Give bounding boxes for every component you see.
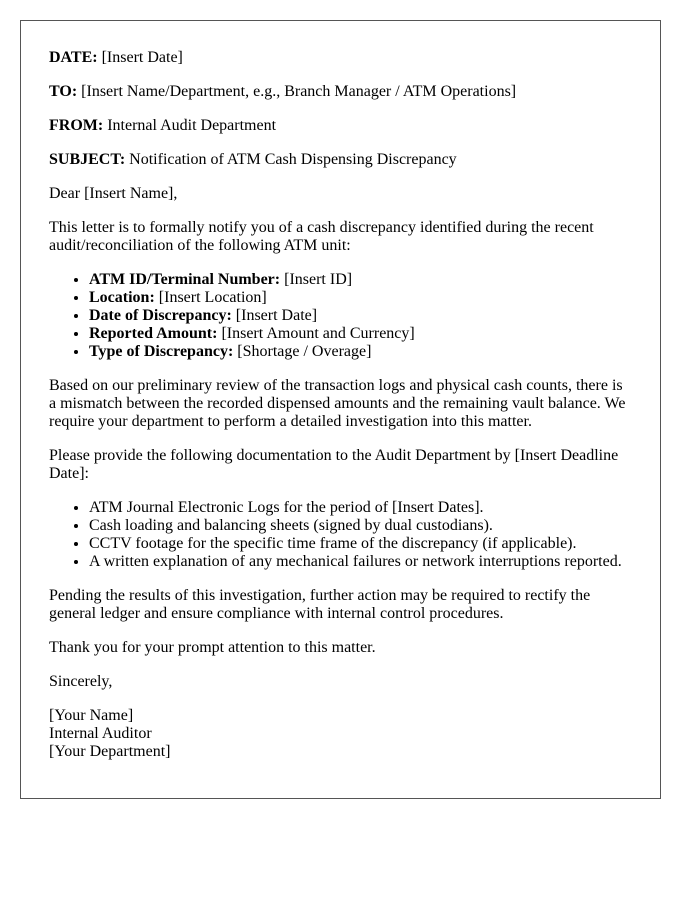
signature-block [49, 707, 632, 761]
from-line: FROM: Internal Audit Department [49, 117, 277, 134]
list-item: • A written explanation of any mechanical failures or network interruptions reported. [89, 553, 632, 571]
signature-department: [Your Department] [49, 743, 171, 760]
list-item: • Reported Amount: [Insert Amount and Currency] [89, 325, 632, 343]
atm-details-list [49, 271, 632, 361]
list-item: • CCTV footage for the specific time frame of the discrepancy (if applicable). [89, 535, 632, 553]
pending-paragraph: Pending the results of this investigation, further action may be required to rectify the general ledger and ensure compliance with internal control procedures. [49, 587, 591, 622]
review-paragraph: Based on our preliminary review of the transaction logs and physical cash counts, there is a mismatch between the recorded dispensed amounts and the remaining vault balance. We require your department to perform a detailed investigation into this matter. [49, 377, 626, 430]
thanks-paragraph: Thank you for your prompt attention to this matter. [49, 639, 376, 656]
list-item: • Type of Discrepancy: [Shortage / Overage] [89, 343, 632, 361]
intro-paragraph: This letter is to formally notify you of a cash discrepancy identified during the recent audit/reconciliation of the following ATM unit: [49, 219, 594, 254]
closing: Sincerely, [49, 673, 113, 690]
salutation: Dear [Insert Name], [49, 185, 178, 202]
signature-title: Internal Auditor [49, 725, 152, 742]
list-item: • ATM ID/Terminal Number: [Insert ID] [89, 271, 632, 289]
request-paragraph: Please provide the following documentation to the Audit Department by [Insert Deadline Date]: [49, 447, 619, 482]
date-line: DATE: [Insert Date] [49, 49, 183, 66]
documents-list [49, 499, 632, 571]
letter [20, 20, 661, 799]
list-item: • ATM Journal Electronic Logs for the period of [Insert Dates]. [89, 499, 632, 517]
signature-name: [Your Name] [49, 707, 134, 724]
list-item: • Date of Discrepancy: [Insert Date] [89, 307, 632, 325]
list-item: • Cash loading and balancing sheets (signed by dual custodians). [89, 517, 632, 535]
list-item: • Location: [Insert Location] [89, 289, 632, 307]
to-line: TO: [Insert Name/Department, e.g., Branch Manager / ATM Operations] [49, 83, 517, 100]
subject-line: SUBJECT: Notification of ATM Cash Dispensing Discrepancy [49, 151, 457, 168]
